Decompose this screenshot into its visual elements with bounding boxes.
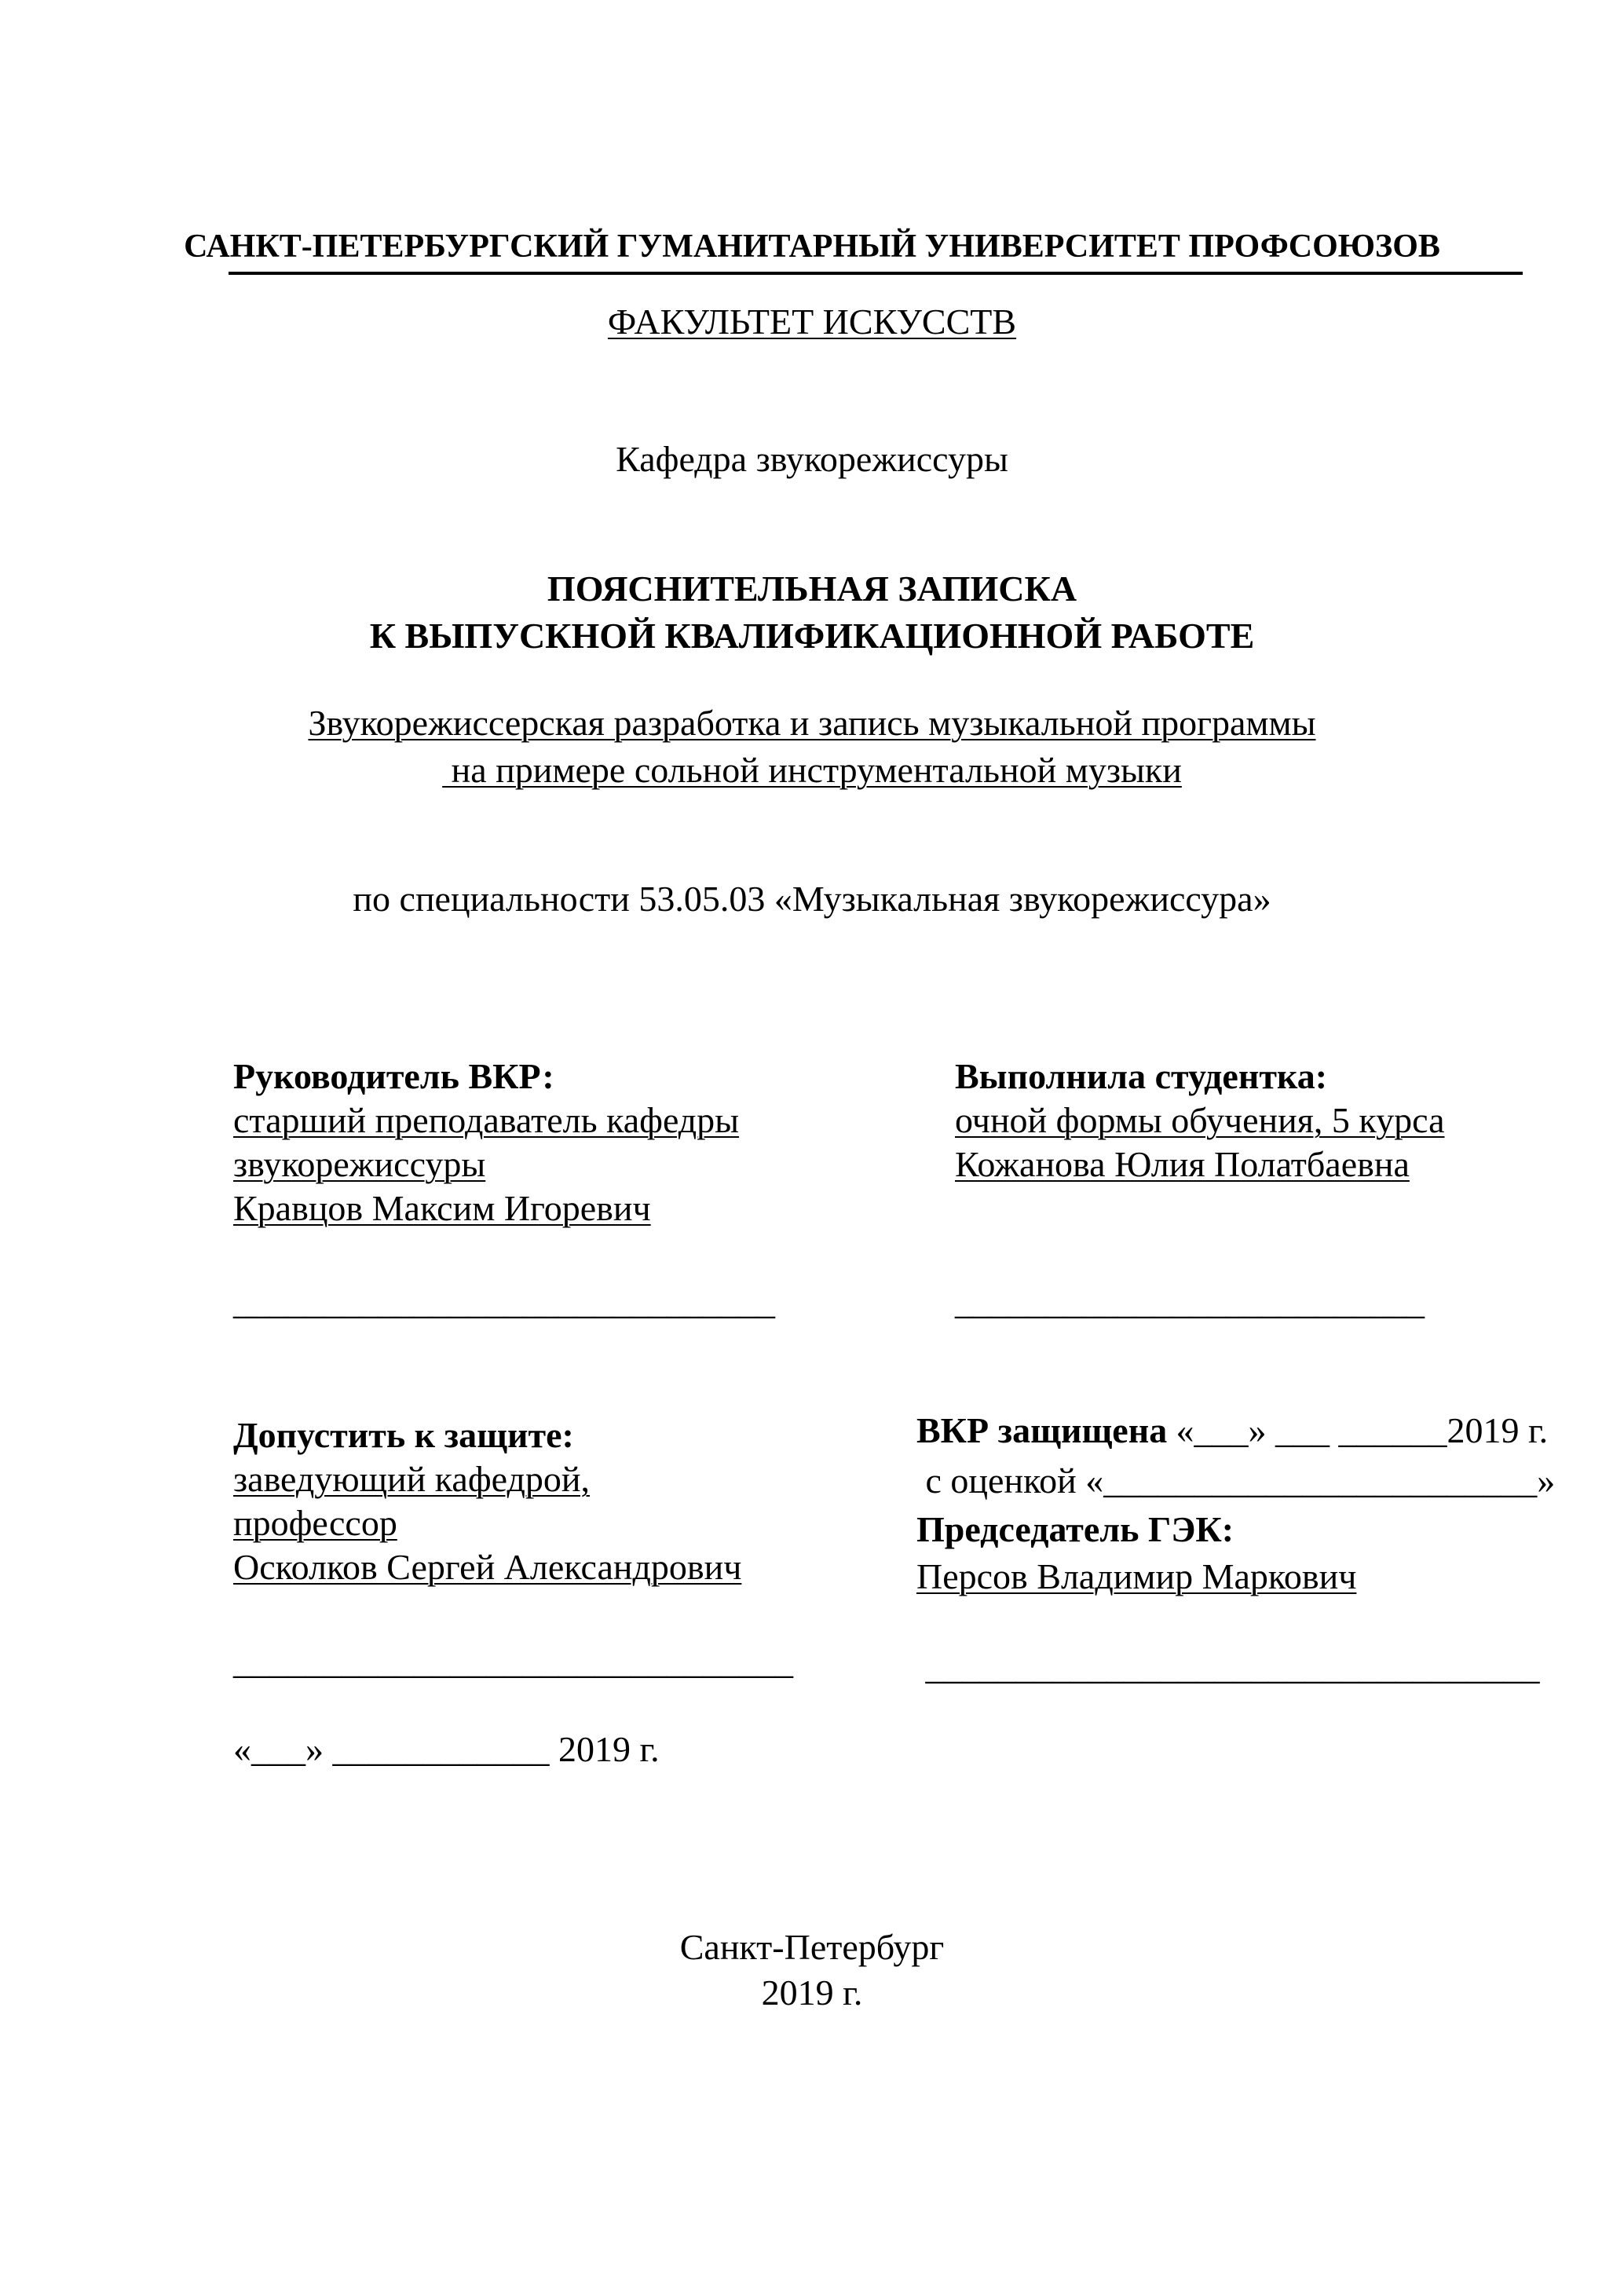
defense-date: «___» ___ ______2019 г.	[1167, 1410, 1549, 1450]
title-line-1: ПОЯСНИТЕЛЬНАЯ ЗАПИСКА	[547, 569, 1077, 609]
topic-line-1: Звукорежиссерская разработка и запись музыкальной программы	[308, 703, 1316, 743]
student-name: Кожанова Юлия Полатбаевна	[955, 1144, 1410, 1184]
chair-heading: Председатель ГЭК:	[916, 1509, 1234, 1549]
admission-name: Осколков Сергей Александрович	[233, 1547, 742, 1587]
student-info: очной формы обучения, 5 курса	[955, 1100, 1445, 1140]
topic-line-2: на примере сольной инструментальной музыки	[442, 750, 1182, 790]
chair-signature-line: __________________________________	[916, 1647, 1540, 1687]
supervisor-position-2: звукорежиссуры	[233, 1144, 486, 1184]
specialty: по специальности 53.05.03 «Музыкальная звукорежиссура»	[353, 879, 1271, 919]
supervisor-name: Кравцов Максим Игоревич	[233, 1188, 651, 1228]
supervisor-position-1: старший преподаватель кафедры	[233, 1100, 740, 1140]
header-rule	[229, 272, 1523, 275]
admission-position-2: профессор	[233, 1503, 397, 1543]
footer-year: 2019 г.	[761, 1972, 863, 2013]
student-heading: Выполнила студентка:	[955, 1056, 1328, 1096]
chair-name: Персов Владимир Маркович	[916, 1556, 1357, 1596]
department-name: Кафедра звукорежиссуры	[616, 439, 1008, 479]
faculty-name: ФАКУЛЬТЕТ ИСКУССТВ	[607, 302, 1017, 342]
university-name: САНКТ-ПЕТЕРБУРГСКИЙ ГУМАНИТАРНЫЙ УНИВЕРСИТЕТ ПРОФСОЮЗОВ	[184, 229, 1440, 265]
student-signature-line: __________________________	[955, 1281, 1425, 1322]
supervisor-heading: Руководитель ВКР:	[233, 1056, 554, 1096]
admission-position-1: заведующий кафедрой,	[233, 1459, 590, 1499]
title-line-2: К ВЫПУСКНОЙ КВАЛИФИКАЦИОННОЙ РАБОТЕ	[369, 616, 1255, 656]
admission-heading: Допустить к защите:	[233, 1415, 574, 1455]
supervisor-signature-line: ______________________________	[233, 1281, 775, 1322]
defense-grade: с оценкой «________________________»	[916, 1461, 1556, 1501]
admission-date: «___» ____________ 2019 г.	[233, 1729, 660, 1769]
admission-signature-line: _______________________________	[233, 1641, 793, 1681]
footer-city: Санкт-Петербург	[679, 1927, 945, 1967]
defense-heading: ВКР защищена	[916, 1410, 1168, 1450]
